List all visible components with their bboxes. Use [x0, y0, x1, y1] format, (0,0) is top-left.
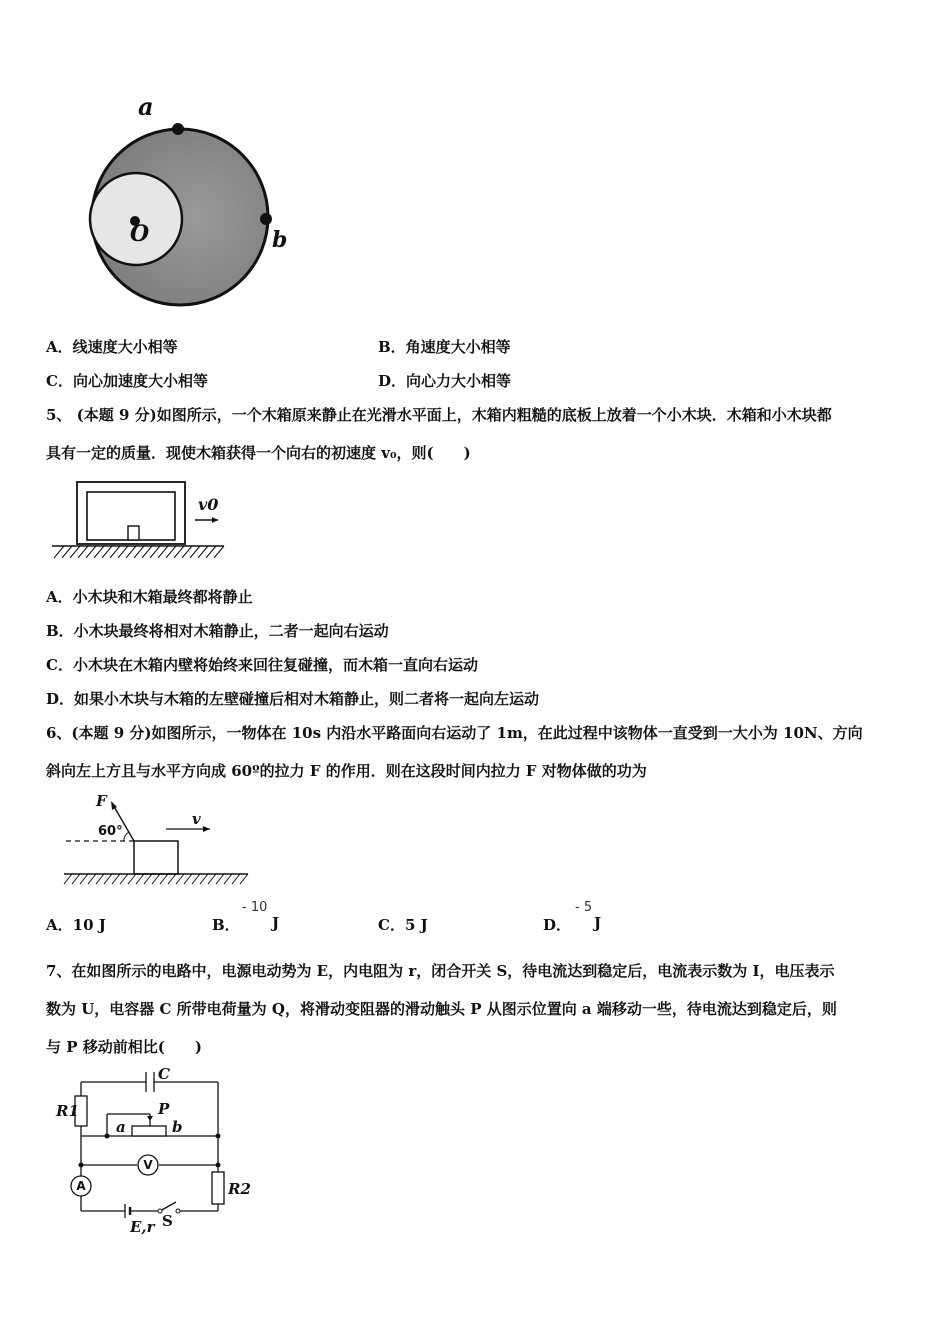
q5-option-b: B．小木块最终将相对木箱静止，二者一起向右运动: [46, 622, 389, 640]
junction-dot: [216, 1134, 221, 1139]
q4-option-a: A．线速度大小相等: [46, 338, 178, 356]
label-c: C: [158, 1065, 170, 1083]
label-r1: R1: [56, 1102, 79, 1120]
q6-option-c: C．5 J: [378, 916, 428, 934]
q6-option-b: B．: [212, 916, 240, 934]
q5-option-d: D．如果小木块与木箱的左壁碰撞后相对木箱静止，则二者将一起向左运动: [46, 690, 540, 708]
q5-stem-line1: 5、 (本题 9 分)如图所示，一个木箱原来静止在光滑水平面上，木箱内粗糙的底板上放着一个小木块．木箱和小木块都: [46, 406, 832, 424]
q6-option-b-value: - 10: [242, 900, 268, 915]
q6-option-b-unit: J: [272, 914, 280, 932]
label-a: a: [138, 95, 154, 121]
box-figure: [50, 478, 230, 564]
label-a-end: a: [116, 1118, 126, 1136]
block: [134, 841, 178, 874]
ground-hatch: [64, 874, 248, 884]
junction-dot: [79, 1163, 84, 1168]
q6-stem-line1: 6、(本题 9 分)如图所示，一物体在 10s 内沿水平路面向右运动了 1m，在此过程中该物体一直受到一大小为 10N、方向: [46, 724, 863, 742]
q6-option-d: D．: [543, 916, 572, 934]
q7-stem-line2: 数为 U，电容器 C 所带电荷量为 Q，将滑动变阻器的滑动触头 P 从图示位置向 a 端移动一些，待电流达到稳定后，则: [46, 1000, 837, 1018]
q6-stem-line2: 斜向左上方且与水平方向成 60º的拉力 F 的作用．则在这段时间内拉力 F 对物体做的功为: [46, 762, 647, 780]
label-o: O: [130, 221, 150, 247]
force-label: F: [96, 792, 107, 810]
q5-stem-line2: 具有一定的质量．现使木箱获得一个向右的初速度 v₀，则( ): [46, 444, 471, 462]
force-figure: [60, 790, 260, 886]
point-a-dot: [172, 123, 184, 135]
q4-option-d: D．向心力大小相等: [378, 372, 512, 390]
label-b-end: b: [172, 1118, 183, 1136]
v0-label: v0: [198, 495, 219, 514]
ground-hatch: [54, 546, 224, 558]
q6-option-a: A．10 J: [46, 916, 106, 934]
angle-arc: [124, 832, 129, 841]
q4-option-c: C．向心加速度大小相等: [46, 372, 208, 390]
circle-figure: [80, 95, 300, 315]
angle-label: 60°: [98, 824, 123, 839]
voltmeter-label: V: [143, 1158, 153, 1172]
point-b-dot: [260, 213, 272, 225]
label-er: E,r: [130, 1218, 155, 1236]
q6-option-d-value: - 5: [575, 900, 593, 915]
label-r2: R2: [228, 1180, 251, 1198]
label-s: S: [162, 1212, 173, 1230]
q6-option-d-unit: J: [594, 914, 602, 932]
q4-option-b: B．角速度大小相等: [378, 338, 511, 356]
label-b: b: [272, 227, 288, 253]
small-block: [128, 526, 139, 540]
q5-option-a: A．小木块和木箱最终都将静止: [46, 588, 253, 606]
junction-dot: [105, 1134, 110, 1139]
q5-option-c: C．小木块在木箱内壁将始终来回往复碰撞，而木箱一直向右运动: [46, 656, 478, 674]
velocity-label: v: [192, 810, 201, 828]
circuit-diagram: [50, 1064, 260, 1239]
junction-dot: [216, 1163, 221, 1168]
q7-stem-line1: 7、在如图所示的电路中，电源电动势为 E，内电阻为 r，闭合开关 S，待电流达到稳定后，电流表示数为 I，电压表示: [46, 962, 835, 980]
label-p: P: [158, 1100, 170, 1118]
ammeter-label: A: [76, 1179, 86, 1193]
q7-stem-line3: 与 P 移动前相比( ): [46, 1038, 202, 1056]
